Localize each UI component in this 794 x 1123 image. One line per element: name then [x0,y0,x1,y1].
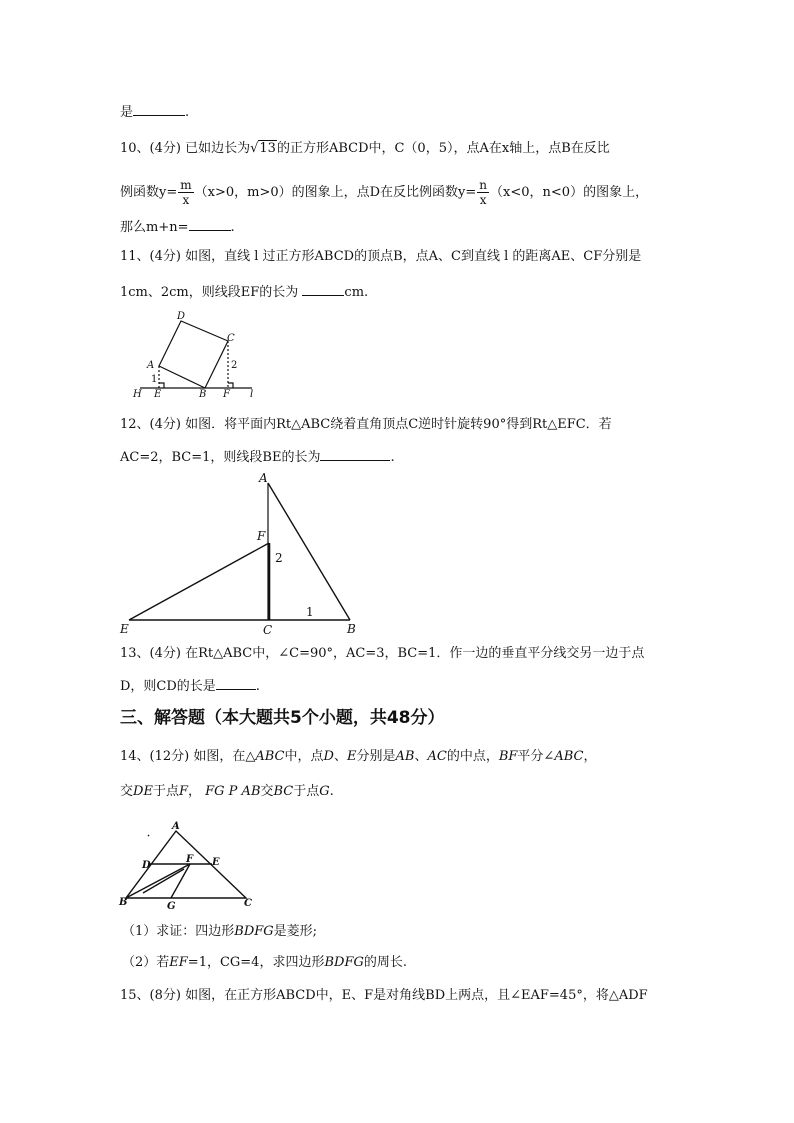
text: . [329,784,334,799]
label-F: F [223,389,230,400]
label-1: 1 [151,374,158,385]
math: E [346,749,357,764]
numerator: m [180,178,192,192]
math: DE [133,784,153,799]
math: △ABC [245,749,285,764]
text: . [255,679,260,694]
text: cm. [344,285,369,300]
text: =1，CG=4，求四边形 [187,955,325,970]
answer-blank [189,218,231,231]
q10-line3 [120,218,235,237]
text: 14、(12分) 如图，在 [120,749,246,764]
text: 的中点， [446,749,499,764]
answer-blank [302,283,344,296]
label-A: A [172,821,180,832]
text: （1）求证：四边形 [122,924,235,939]
label-E: E [212,857,220,868]
math: F [178,784,188,799]
text: AC=2，BC=1，则线段BE的长为 [120,450,321,465]
q14-line1 [120,748,596,766]
text: 交 [120,784,134,799]
label-2: 2 [231,360,238,371]
label-D: D [142,860,151,871]
segment-EF [129,543,269,620]
section-title: 三、解答题（本大题共5个小题，共48分） [120,708,445,728]
text: ， [583,749,597,764]
label-C: C [227,333,235,344]
q11-line1: 11、(4分) 如图，直线 l 过正方形ABCD的顶点B，点A、C到直线 l 的距离AE、CF分别是 [120,249,642,264]
q10-line2 [120,178,648,207]
q13-line1: 13、(4分) 在Rt△ABC中，∠C=90°，AC=3，BC=1．作一边的垂直平分线交另一边于点 [120,646,645,661]
label-l: l [250,389,254,400]
q9-tail [120,103,189,122]
text: . [390,450,395,465]
label-C: C [244,898,252,909]
denominator: x [479,193,487,207]
math: FG P AB [205,784,261,799]
text: . [230,220,235,235]
text: ， [187,784,201,799]
dot-mark [148,835,149,836]
label-A: A [147,360,155,371]
text: 于点 [293,784,320,799]
numerator: n [479,178,488,192]
text: 、 [414,749,428,764]
label-2: 2 [275,551,283,565]
segment-inner [143,869,184,893]
figure-q12 [115,470,365,640]
fraction-n-over-x [477,178,489,207]
q15-line1: 15、(8分) 如图，在正方形ABCD中，E、F是对角线BD上两点，且∠EAF=45°，将△ADF [120,988,648,1003]
text: 平分 [517,749,544,764]
text: 的正方形ABCD中，C（0，5），点A在x轴上，点B在反比 [276,141,610,156]
text: 是 [120,105,134,120]
q14-part2 [122,954,407,972]
math: AC [427,749,447,764]
label-G: G [167,901,176,912]
text: 于点 [152,784,179,799]
math: BDFG [324,955,364,970]
math: AB [395,749,415,764]
figure-q14 [120,812,270,912]
label-A: A [259,471,268,485]
q13-line2 [120,677,260,696]
text: . [185,105,190,120]
text: （x>0，m>0）的图象上，点D在反比例函数y= [194,185,477,200]
label-D: D [177,311,186,322]
math: BDFG [234,924,274,939]
label-F: F [186,854,194,865]
answer-blank [320,448,390,461]
text: 、 [333,749,347,764]
label-C: C [263,623,273,637]
answer-blank [216,677,256,690]
text: （x<0，n<0）的图象上， [490,185,649,200]
label-B: B [199,389,207,400]
label-E: E [120,622,129,636]
math: ∠ABC [543,749,584,764]
label-B: B [119,897,128,908]
q14-part1 [122,923,317,941]
text: 的周长. [363,955,407,970]
text: 1cm、2cm，则线段EF的长为 [120,285,299,300]
q12-line2 [120,448,395,467]
right-angle-E [159,383,164,388]
square-ABCD [159,321,228,388]
q14-line2 [120,783,334,801]
answer-blank [133,103,185,116]
fraction-m-over-x [178,178,193,207]
text: 交 [260,784,274,799]
text: 分别是 [356,749,396,764]
radicand: 13 [259,141,276,156]
sqrt-13: √13 [250,141,276,156]
math: D [323,749,334,764]
text: D，则CD的长是 [120,679,216,694]
text: 10、(4分) 已如边长为 [120,141,251,156]
label-E: E [154,389,162,400]
math: EF [169,955,188,970]
math: G [319,784,330,799]
label-1: 1 [306,605,314,619]
q12-line1: 12、(4分) 如图．将平面内Rt△ABC绕着直角顶点C逆时针旋转90°得到Rt△EFC．若 [120,417,612,432]
math: BF [498,749,518,764]
text: 例函数y= [120,185,178,200]
denominator: x [182,193,190,207]
text: 是菱形; [273,924,318,939]
math: BC [273,784,294,799]
text: （2）若 [122,955,170,970]
label-B: B [347,622,356,636]
label-F: F [257,529,266,543]
text: 那么m+n= [120,220,189,235]
q11-line2 [120,283,368,302]
figure-q11 [128,306,268,400]
q10-line1 [120,140,610,158]
right-angle-F [228,383,233,388]
label-H: H [133,389,142,400]
text: 中，点 [284,749,324,764]
